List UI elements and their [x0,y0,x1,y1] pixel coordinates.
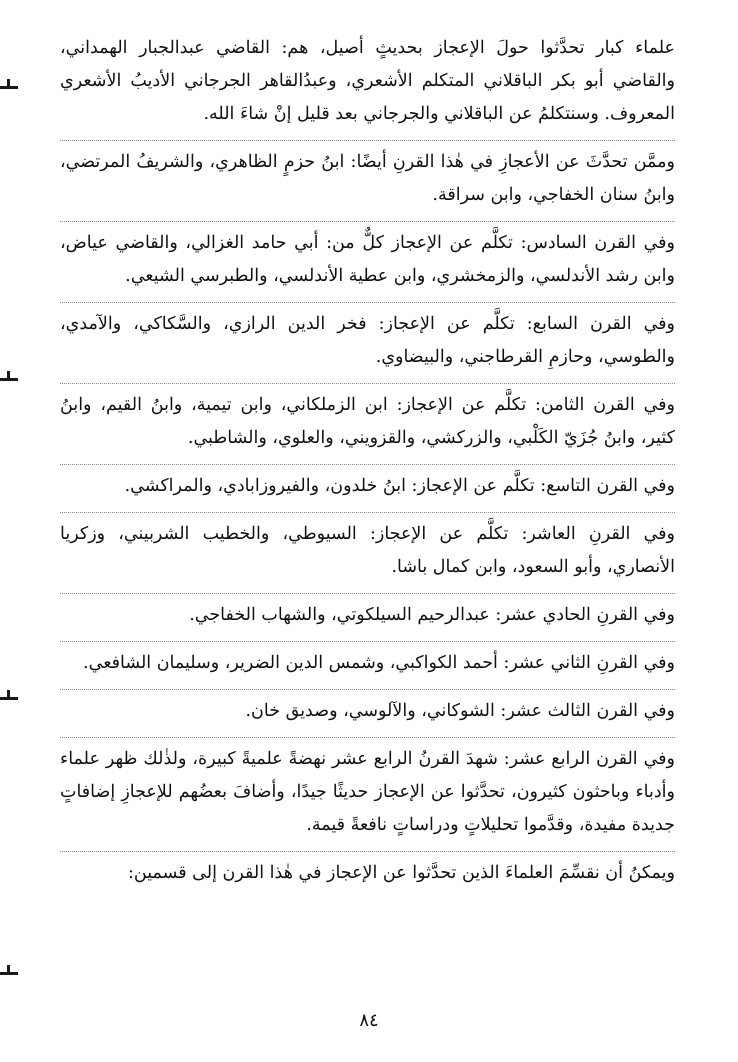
binding-mark [0,697,18,700]
page-number: ٨٤ [359,1010,379,1031]
paragraph-two-categories: ويمكنُ أن نقسِّمَ العلماءَ الذين تحدَّثوا عن الإعجاز في هٰذا القرن إلى قسمين: [60,851,675,890]
page-body-text [60,32,675,890]
paragraph-ninth-century: وفي القرن التاسع: تكلَّم عن الإعجاز: ابنُ خلدون، والفيروزابادي، والمراكشي. [60,464,675,503]
paragraph-early-scholars: علماء كبار تحدَّثوا حولَ الإعجاز بحديثٍ أصيل، هم: القاضي عبدالجبار الهمداني، والقاضي أبو بكر الباقلاني المتكلم الأشعري، وعبدُالقاهر الجرجاني الأديبُ الأشعري المعروف. وسنتكلمُ عن الباقلاني والجرجاني بعد قليل إنْ شاءَ الله. [60,38,675,124]
paragraph-seventh-century: وفي القرن السابع: تكلَّم عن الإعجاز: فخر الدين الرازي، والسَّكاكي، والآمدي، والطوسي، وحازمِ القرطاجني، والبيضاوي. [60,302,675,374]
binding-mark [0,972,18,975]
paragraph-eighth-century: وفي القرن الثامن: تكلَّم عن الإعجاز: ابن الزملكاني، وابن تيمية، وابنُ القيم، وابنُ كثير، وابنُ جُزَيّ الكَلْبي، والزركشي، والقزويني، والعلوي، والشاطبي. [60,383,675,455]
paragraph-same-century: وممَّن تحدَّثَ عن الأعجازِ في هٰذا القرنِ أيضًا: ابنُ حزمٍ الظاهري، والشريفُ المرتضي، وابنُ سنان الخفاجي، وابن سراقة. [60,140,675,212]
binding-mark [0,86,18,89]
paragraph-sixth-century: وفي القرن السادس: تكلَّم عن الإعجاز كلٌّ من: أبي حامد الغزالي، والقاضي عياض، وابن رشد الأندلسي، والزمخشري، وابن عطية الأندلسي، والطبرسي الشيعي. [60,221,675,293]
binding-mark [0,378,18,381]
paragraph-eleventh-century: وفي القرنِ الحادي عشر: عبدالرحيم السيلكوتي، والشهاب الخفاجي. [60,593,675,632]
paragraph-thirteenth-century: وفي القرن الثالث عشر: الشوكاني، والآلوسي، وصديق خان. [60,689,675,728]
paragraph-tenth-century: وفي القرنِ العاشر: تكلَّم عن الإعجاز: السيوطي، والخطيب الشربيني، وزكريا الأنصاري، وأبو السعود، وابن كمال باشا. [60,512,675,584]
paragraph-twelfth-century: وفي القرنِ الثاني عشر: أحمد الكواكبي، وشمس الدين الضرير، وسليمان الشافعي. [60,641,675,680]
paragraph-fourteenth-century: وفي القرن الرابع عشر: شهدَ القرنُ الرابع عشر نهضةً علميةً كبيرة، ولذٰلك ظهر علماء وأدباء وباحثون كثيرون، تحدَّثوا عن الإعجاز حديثًا جيدًا، وأضافَ بعضُهم للإعجازِ إضافاتٍ جديدة مفيدة، وقدَّموا تحليلاتٍ ودراساتٍ نافعةً قيمة. [60,737,675,842]
